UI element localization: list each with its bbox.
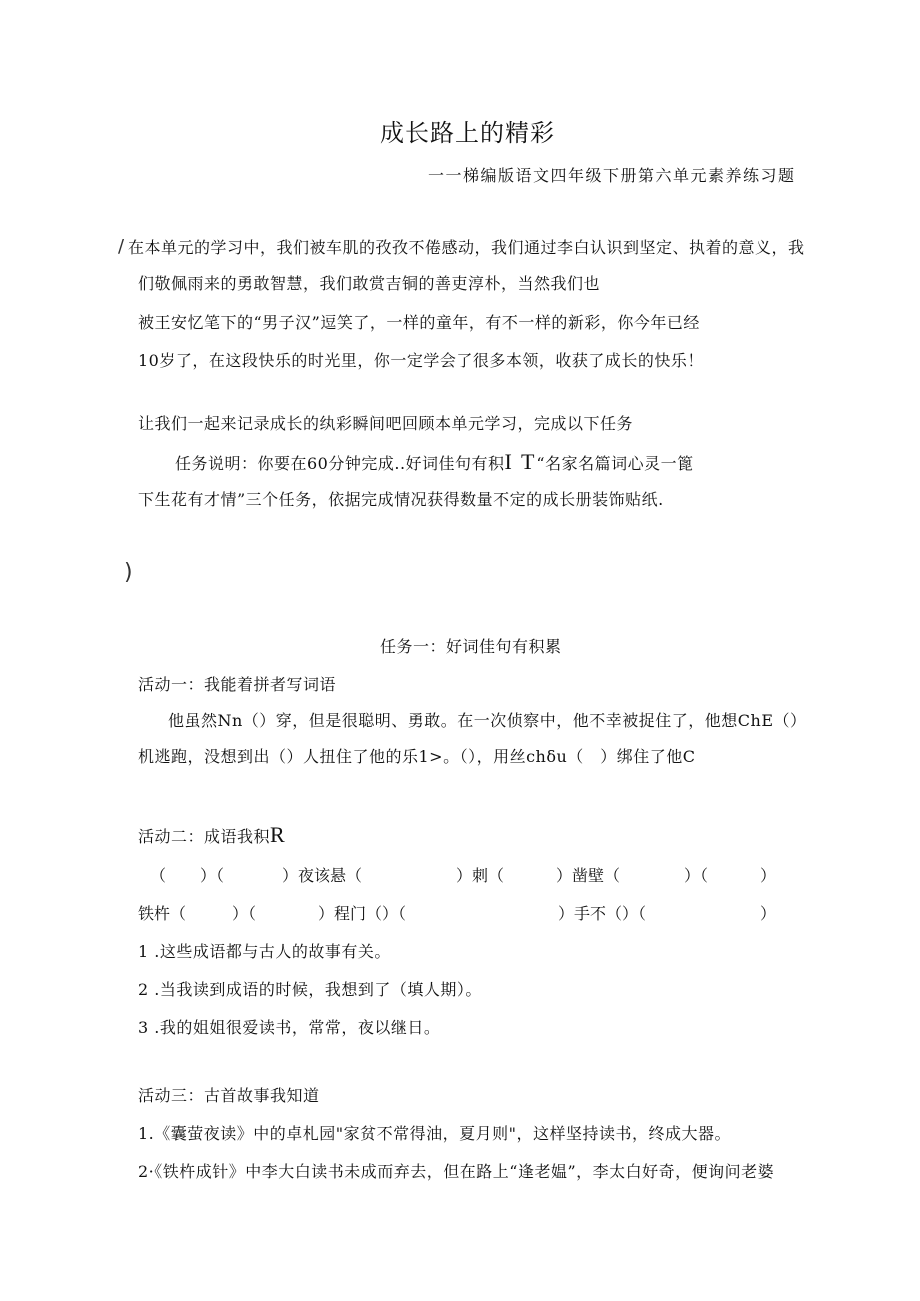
task-description-line-2: 下生花有才情”三个任务，依据完成情况获得数量不定的成长册装饰贴纸. — [138, 490, 664, 509]
idiom-blank: （ — [150, 866, 167, 885]
idiom-blank: ）（ — [232, 904, 257, 923]
activity3-line-2: 2·《铁杵成针》中李大白读书未成而弃去，但在路上“逢老媪”，李太白好奇，便询问老婆 — [138, 1162, 775, 1181]
activity1-heading: 活动一：我能着拼者写词语 — [138, 675, 337, 694]
margin-mark-paren: ) — [124, 560, 133, 585]
task1-heading: 任务一：好词佳句有积累 — [380, 637, 562, 656]
task-description-part-2: “名家名篇词心灵一篦 — [536, 454, 694, 473]
idiom-blank: ）程门（）（ — [318, 904, 407, 923]
idiom-blank: 铁杵（ — [138, 904, 187, 923]
idiom-blank: ）（ — [200, 866, 225, 885]
activity2-question-1: 1 .这些成语都与古人的故事有关。 — [138, 942, 391, 961]
activity3-line-1: 1.《囊萤夜读》中的卓札园"家贫不常得油，夏月则"，这样坚持读书，终成大器。 — [138, 1124, 731, 1143]
activity2-heading-text: 活动二：成语我积 — [138, 827, 271, 846]
task-description-big-letters: I T — [504, 449, 537, 474]
idiom-row-2 — [0, 904, 920, 924]
idiom-blank: ） — [760, 866, 777, 885]
activity1-line-1: 他虽然Nn（）穿，但是很聪明、勇敢。在一次侦察中，他不幸被捉住了，他想ChE（） — [168, 711, 807, 730]
page-title: 成长路上的精彩 — [380, 119, 555, 147]
intro-line-4: 10岁了，在这段快乐的时光里，你一定学会了很多本领，收获了成长的快乐！ — [138, 351, 704, 370]
activity2-heading — [138, 822, 287, 847]
idiom-blank: ） — [760, 904, 777, 923]
activity2-heading-letter: R — [270, 822, 287, 847]
intro-line-2: 们敬佩雨来的勇敢智慧，我们敢赏吉铜的善吏淳朴，当然我们也 — [138, 274, 601, 293]
idiom-blank: ）刺（ — [456, 866, 505, 885]
idiom-blank: ）手不（）（ — [558, 904, 647, 923]
margin-mark-slash: / — [118, 236, 125, 257]
activity2-question-3: 3 .我的姐姐很爱读书，常常，夜以继日。 — [138, 1018, 441, 1037]
intro-line-1: 在本单元的学习中，我们被车肌的孜孜不倦感动，我们通过李白认识到坚定、执着的意义，我 — [128, 238, 805, 257]
idiom-blank: ）凿壁（ — [556, 866, 621, 885]
page-subtitle: 一一梯编版语文四年级下册第六单元素养练习题 — [428, 166, 796, 185]
activity2-question-2: 2 .当我读到成语的时候，我想到了（填人期）。 — [138, 980, 482, 999]
task-description-line-1 — [175, 449, 694, 474]
idiom-blank: ）夜该悬（ — [282, 866, 363, 885]
idiom-row-1 — [0, 866, 920, 886]
idiom-blank: ）（ — [684, 866, 709, 885]
activity3-heading: 活动三：古首故事我知道 — [138, 1086, 320, 1105]
intro-line-3: 被王安忆笔下的“男子汉”逗笑了，一样的童年，有不一样的新彩，你今年已经 — [138, 313, 700, 332]
activity1-line-2: 机逃跑，没想到出（）人扭住了他的乐1>。（），用丝chδu（ ）绑住了他C — [138, 747, 696, 766]
invite-text: 让我们一起来记录成长的纨彩瞬间吧回顾本单元学习，完成以下任务 — [138, 414, 634, 433]
task-description-part-1: 任务说明：你要在60分钟完成..好词佳句有积 — [175, 454, 505, 473]
